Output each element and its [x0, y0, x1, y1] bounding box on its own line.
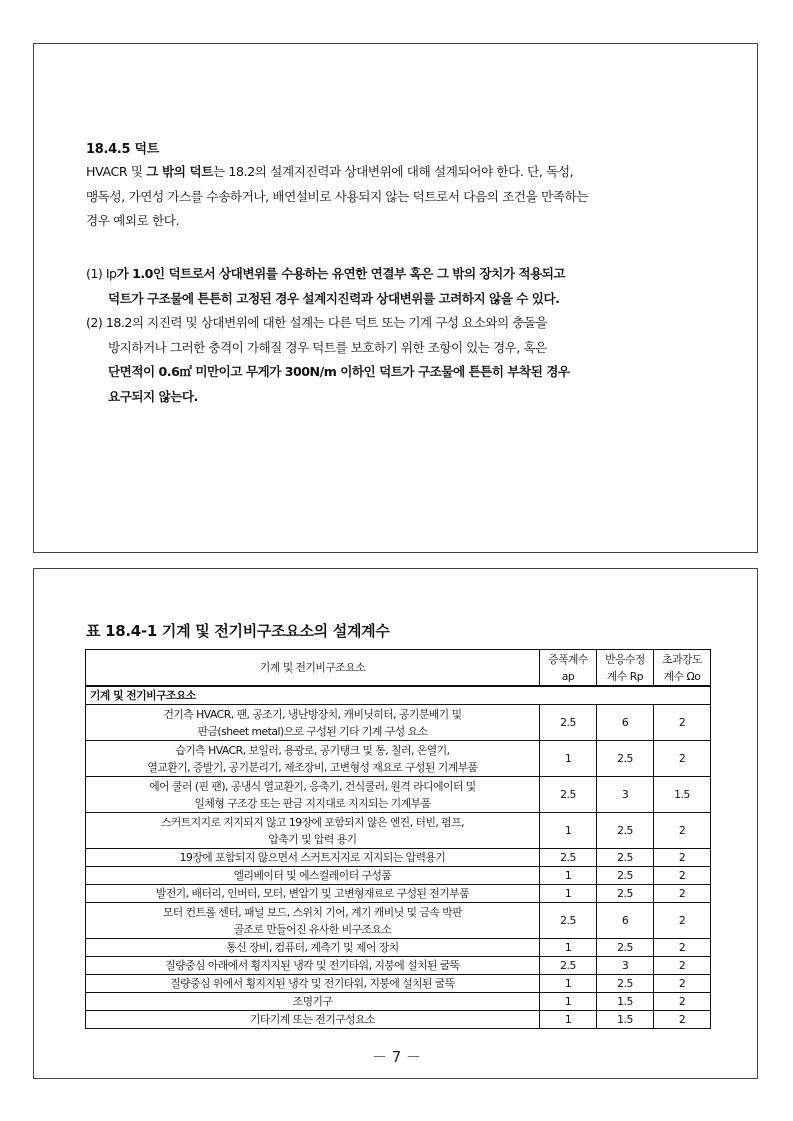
header-omega: [654, 650, 711, 687]
component-text: 모터 컨트롤 센터, 패널 보드, 스위치 기어, 계기 캐비닛 및 금속 박판: [162, 905, 463, 919]
rp-value-cell: 3: [597, 777, 654, 813]
rp-value-cell: 2.5: [597, 939, 654, 957]
rp-value-cell: 2.5: [597, 741, 654, 777]
table-row: [86, 813, 711, 849]
condition-item-2: [86, 311, 726, 409]
component-text: 건기측 HVACR, 팬, 공조기, 냉난방장치, 캐비닛히터, 공기분배기 및: [163, 707, 462, 721]
ap-value-cell: 2.5: [540, 957, 597, 975]
header-text: ap: [561, 669, 575, 683]
ap-value-cell: 1: [540, 885, 597, 903]
document-page-lower: [33, 568, 758, 1079]
document-page-upper: [33, 43, 758, 553]
omega-value-cell: 2: [654, 903, 711, 939]
section-paragraph: [86, 160, 706, 234]
component-cell: [86, 741, 540, 777]
item-text: 방지하거나 그러한 충격이 가해질 경우 덕트를 보호하기 위한 조항이 있는 경우, 혹은: [108, 339, 547, 355]
item-bold-text: 단면적이 0.6㎡ 미만이고 무게가 300N/m 이하인 덕트가 구조물에 튼튼히 부착된 경우: [108, 364, 570, 379]
component-cell: [86, 957, 540, 975]
header-component: 기계 및 전기비구조요소: [86, 650, 540, 687]
paragraph-text: HVACR 및: [86, 164, 147, 179]
component-text: 스커트지지로 지지되지 않고 19장에 포함되지 않은 엔진, 터빈, 펌프,: [160, 815, 465, 829]
table-row: [86, 741, 711, 777]
component-text: 판금(sheet metal)으로 구성된 기타 기계 구성 요소: [197, 724, 428, 738]
component-text: 습기측 HVACR, 보일러, 용광로, 공기탱크 및 통, 칠러, 온열기,: [175, 743, 450, 757]
table-row: [86, 867, 711, 885]
component-text: 질량중심 위에서 횡지지된 냉각 및 전기타워, 지붕에 설치된 굴뚝: [170, 977, 455, 990]
component-cell: [86, 867, 540, 885]
table-row: [86, 957, 711, 975]
section-heading: 18.4.5 덕트: [86, 142, 160, 157]
component-cell: [86, 849, 540, 867]
condition-item-1: [86, 262, 726, 311]
design-coefficient-table: [85, 649, 711, 1029]
item-bold-text: 가 1.0인 덕트로서 상대변위를 수용하는 유연한 연결부 혹은 그 밖의 장치가 적용되고: [116, 266, 566, 281]
component-cell: [86, 885, 540, 903]
omega-value-cell: 2: [654, 867, 711, 885]
omega-value-cell: 2: [654, 849, 711, 867]
omega-value-cell: 2: [654, 957, 711, 975]
component-cell: [86, 777, 540, 813]
table-row: [86, 777, 711, 813]
component-text: 엘리베이터 및 에스컬레이터 구성품: [233, 869, 392, 882]
component-cell: [86, 705, 540, 741]
omega-value-cell: 2: [654, 705, 711, 741]
header-text: 계수 Rp: [606, 669, 644, 683]
rp-value-cell: 2.5: [597, 885, 654, 903]
table-row: [86, 903, 711, 939]
table-row: [86, 975, 711, 993]
item-bold-text: 요구되지 않는다.: [108, 388, 198, 404]
table-subheader-row: [86, 686, 711, 705]
subheader-cell: 기계 및 전기비구조요소: [86, 686, 711, 705]
component-text: 일체형 구조강 또는 판금 지지대로 지지되는 기계부품: [194, 796, 431, 810]
page-number: － 7 －: [371, 1048, 422, 1066]
ap-value-cell: 2.5: [540, 705, 597, 741]
component-cell: [86, 1011, 540, 1029]
ap-value-cell: 2.5: [540, 849, 597, 867]
component-text: 통신 장비, 컴퓨터, 계측기 및 제어 장치: [226, 941, 399, 954]
rp-value-cell: 6: [597, 903, 654, 939]
component-cell: [86, 975, 540, 993]
component-text: 에어 쿨러 (핀 팬), 공냉식 열교환기, 응축기, 건식쿨러, 원격 라디에이터 및: [149, 779, 476, 793]
rp-value-cell: 1.5: [597, 1011, 654, 1029]
header-text: 증폭계수: [548, 652, 588, 666]
ap-value-cell: 1: [540, 993, 597, 1011]
header-text: 계수 Ωo: [663, 669, 701, 683]
paragraph-line-1: [86, 160, 706, 185]
component-cell: [86, 813, 540, 849]
header-rp: [597, 650, 654, 687]
table-row: [86, 1011, 711, 1029]
omega-value-cell: 2: [654, 975, 711, 993]
header-text: 초과강도: [662, 652, 702, 666]
rp-value-cell: 6: [597, 705, 654, 741]
component-text: 골조로 만들어진 유사한 비구조요소: [233, 922, 392, 936]
paragraph-emphasis: 그 밖의 덕트: [146, 164, 213, 179]
rp-value-cell: 2.5: [597, 813, 654, 849]
table-row: [86, 993, 711, 1011]
component-text: 발전기, 배터리, 인버터, 모터, 변압기 및 고변형재료로 구성된 전기부품: [155, 887, 470, 900]
header-text: 반응수정: [605, 652, 645, 666]
rp-value-cell: 2.5: [597, 975, 654, 993]
component-text: 기타기계 또는 전기구성요소: [249, 1013, 376, 1026]
component-text: 열교환기, 증발기, 공기분리기, 제조장비, 고변형성 재요로 구성된 기계부품: [147, 760, 478, 774]
ap-value-cell: 1: [540, 975, 597, 993]
item-bold-text: 덕트가 구조물에 튼튼히 고정된 경우 설계지진력과 상대변위를 고려하지 않을 수 있다.: [108, 290, 560, 306]
rp-value-cell: 1.5: [597, 993, 654, 1011]
ap-value-cell: 1: [540, 1011, 597, 1029]
ap-value-cell: 1: [540, 813, 597, 849]
rp-value-cell: 2.5: [597, 867, 654, 885]
item-text: (2) 18.2의 지진력 및 상대변위에 대한 설계는 다른 덕트 또는 기계 구성 요소와의 충돌을: [86, 315, 548, 330]
table-row: [86, 885, 711, 903]
omega-value-cell: 2: [654, 813, 711, 849]
table-row: [86, 849, 711, 867]
ap-value-cell: 1: [540, 741, 597, 777]
table-row: [86, 705, 711, 741]
item-marker: (1) Ip: [86, 266, 117, 281]
component-text: 압축기 및 압력 용기: [268, 832, 357, 846]
rp-value-cell: 2.5: [597, 849, 654, 867]
component-text: 질량중심 아래에서 횡지지된 냉각 및 전기타워, 지붕에 설치된 굴뚝: [165, 959, 460, 972]
table-title: 표 18.4-1 기계 및 전기비구조요소의 설계계수: [86, 622, 390, 640]
omega-value-cell: 1.5: [654, 777, 711, 813]
omega-value-cell: 2: [654, 885, 711, 903]
omega-value-cell: 2: [654, 939, 711, 957]
component-text: 조명기구: [292, 995, 333, 1008]
component-cell: [86, 903, 540, 939]
header-ap: [540, 650, 597, 687]
omega-value-cell: 2: [654, 1011, 711, 1029]
table-header-row: [86, 650, 711, 687]
component-text: 19장에 포함되지 않으면서 스커트지지로 지지되는 압력용기: [179, 851, 446, 864]
component-cell: [86, 939, 540, 957]
component-cell: [86, 993, 540, 1011]
table-row: [86, 939, 711, 957]
paragraph-line-3: 경우 예외로 한다.: [86, 213, 180, 228]
ap-value-cell: 2.5: [540, 903, 597, 939]
rp-value-cell: 3: [597, 957, 654, 975]
omega-value-cell: 2: [654, 741, 711, 777]
omega-value-cell: 2: [654, 993, 711, 1011]
ap-value-cell: 1: [540, 939, 597, 957]
paragraph-text: 는 18.2의 설계지진력과 상대변위에 대해 설계되어야 한다. 단, 독성,: [213, 164, 574, 179]
paragraph-line-2: 맹독성, 가연성 가스를 수송하거나, 배연설비로 사용되지 않는 덕트로서 다음의 조건을 만족하는: [86, 188, 589, 204]
ap-value-cell: 2.5: [540, 777, 597, 813]
ap-value-cell: 1: [540, 867, 597, 885]
condition-list: [86, 262, 726, 409]
